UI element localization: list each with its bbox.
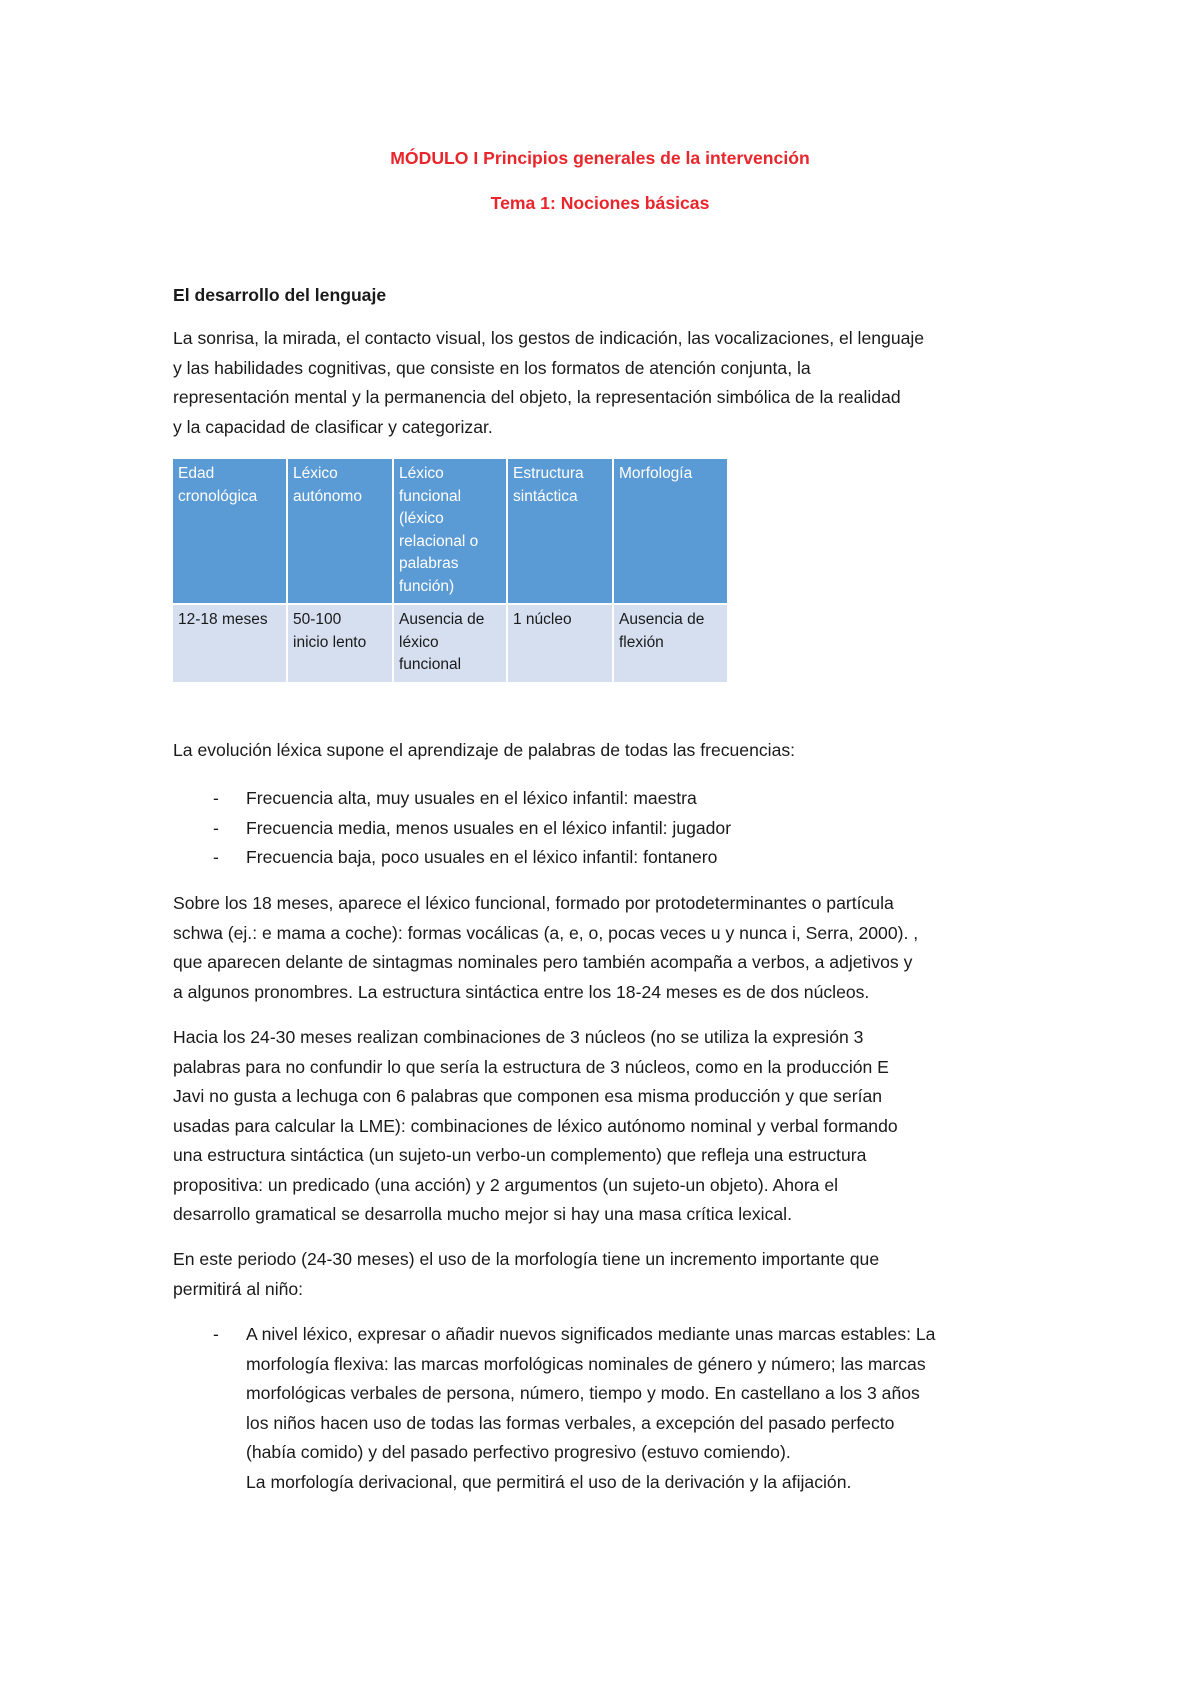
cell-line: (léxico <box>399 510 444 527</box>
text-line: palabras para no confundir lo que sería la estructura de 3 núcleos, como en la producción E <box>173 1056 889 1077</box>
cell-line: Léxico <box>399 465 444 482</box>
text-line: usadas para calcular la LME): combinaciones de léxico autónomo nominal y verbal formando <box>173 1115 898 1136</box>
cell-line: autónomo <box>293 487 362 505</box>
text-line: a algunos pronombres. La estructura sintáctica entre los 18-24 meses es de dos núcleos. <box>173 981 870 1002</box>
table-header-cell <box>173 459 288 605</box>
cell-line: Estructura <box>513 465 584 482</box>
cell-line: 1 núcleo <box>513 611 572 628</box>
table-cell <box>614 605 729 682</box>
text-line: que aparecen delante de sintagmas nominales pero también acompaña a verbos, a adjetivos y <box>173 952 913 972</box>
cell-line: relacional o <box>399 532 479 550</box>
module-title: MÓDULO I Principios generales de la intervención <box>390 148 810 168</box>
text-line: Sobre los 18 meses, aparece el léxico funcional, formado por protodeterminantes o partícula <box>173 893 894 913</box>
list-marker: - <box>213 788 219 808</box>
paragraph-18-months <box>173 889 1043 1007</box>
cell-line: inicio lento <box>293 633 367 651</box>
text-line: una estructura sintáctica (un sujeto-un verbo-un complemento) que refleja una estructura <box>173 1145 867 1165</box>
cell-line: Ausencia de <box>619 611 705 628</box>
text-line: los niños hacen uso de todas las formas verbales, a excepción del pasado perfecto <box>246 1412 895 1433</box>
text-line: representación mental y la permanencia del objeto, la representación simbólica de la realidad <box>173 387 901 407</box>
cell-line: Léxico <box>293 465 338 482</box>
list-item: - Frecuencia media, menos usuales en el léxico infantil: jugador <box>173 814 1043 844</box>
cell-line: funcional <box>399 656 462 673</box>
text-line: Javi no gusta a lechuga con 6 palabras que componen esa misma producción y que serían <box>173 1086 883 1106</box>
text-line: y las habilidades cognitivas, que consiste en los formatos de atención conjunta, la <box>173 357 811 378</box>
text-line: morfológicas verbales de persona, número, tiempo y modo. En castellano a los 3 años <box>246 1383 920 1403</box>
text-line: schwa (ej.: e mama a coche): formas vocálicas (a, e, o, pocas veces u y nunca i, Serra, 2000). , <box>173 922 919 943</box>
paragraph-24-months <box>173 1023 1043 1230</box>
table-header-cell <box>508 459 614 605</box>
cell-line: 12-18 meses <box>178 611 268 628</box>
table-cell <box>173 605 288 682</box>
cell-line: Edad <box>178 465 215 482</box>
list-item: - Frecuencia alta, muy usuales en el léxico infantil: maestra <box>173 784 1043 814</box>
table-header-cell <box>394 459 508 605</box>
text-line: Hacia los 24-30 meses realizan combinaciones de 3 núcleos (no se utiliza la expresión 3 <box>173 1027 864 1047</box>
text-line: A nivel léxico, expresar o añadir nuevos significados mediante unas marcas estables: La <box>246 1324 936 1344</box>
list-item <box>173 1320 1043 1497</box>
table-header-cell <box>288 459 394 605</box>
evolution-intro: La evolución léxica supone el aprendizaje de palabras de todas las frecuencias: <box>173 740 796 760</box>
table-header-cell <box>614 459 729 605</box>
table-cell <box>288 605 394 682</box>
text-line: y la capacidad de clasificar y categorizar. <box>173 416 493 437</box>
text-line: La morfología derivacional, que permitirá el uso de la derivación y la afijación. <box>246 1471 852 1492</box>
list-item: - Frecuencia baja, poco usuales en el léxico infantil: fontanero <box>173 843 1043 873</box>
list-marker: - <box>213 1324 219 1344</box>
list-marker: - <box>213 847 219 867</box>
cell-line: 50-100 <box>293 611 342 628</box>
table-header-row <box>173 459 729 605</box>
cell-line: léxico <box>399 633 439 651</box>
cell-line: funcional <box>399 487 462 505</box>
text-line: (había comido) y del pasado perfectivo progresivo (estuvo comiendo). <box>246 1442 791 1462</box>
frequency-list <box>173 784 1043 873</box>
list-marker: - <box>213 817 219 838</box>
table-cell <box>508 605 614 682</box>
cell-line: cronológica <box>178 487 258 505</box>
morphology-list <box>173 1320 1043 1497</box>
paragraph-morphology <box>173 1245 1043 1304</box>
development-table <box>173 459 729 682</box>
text-line: morfología flexiva: las marcas morfológicas nominales de género y número; las marcas <box>246 1353 926 1374</box>
cell-line: palabras <box>399 555 459 572</box>
section-heading: El desarrollo del lenguaje <box>173 285 387 305</box>
cell-line: Morfología <box>619 465 693 482</box>
cell-line: Ausencia de <box>399 611 485 628</box>
cell-line: flexión <box>619 633 664 651</box>
text-line: En este periodo (24-30 meses) el uso de la morfología tiene un incremento importante que <box>173 1249 880 1269</box>
cell-line: función) <box>399 577 455 595</box>
text-line: La sonrisa, la mirada, el contacto visual, los gestos de indicación, las vocalizaciones, el lenguaje <box>173 328 925 348</box>
cell-line: sintáctica <box>513 487 578 505</box>
table-row <box>173 605 729 682</box>
text-line: desarrollo gramatical se desarrolla mucho mejor si hay una masa crítica lexical. <box>173 1204 792 1224</box>
intro-paragraph <box>173 324 1043 442</box>
topic-title: Tema 1: Nociones básicas <box>490 193 710 213</box>
text-line: permitirá al niño: <box>173 1278 304 1299</box>
text-line: propositiva: un predicado (una acción) y 2 argumentos (un sujeto-un objeto). Ahora el <box>173 1174 839 1195</box>
table-cell <box>394 605 508 682</box>
